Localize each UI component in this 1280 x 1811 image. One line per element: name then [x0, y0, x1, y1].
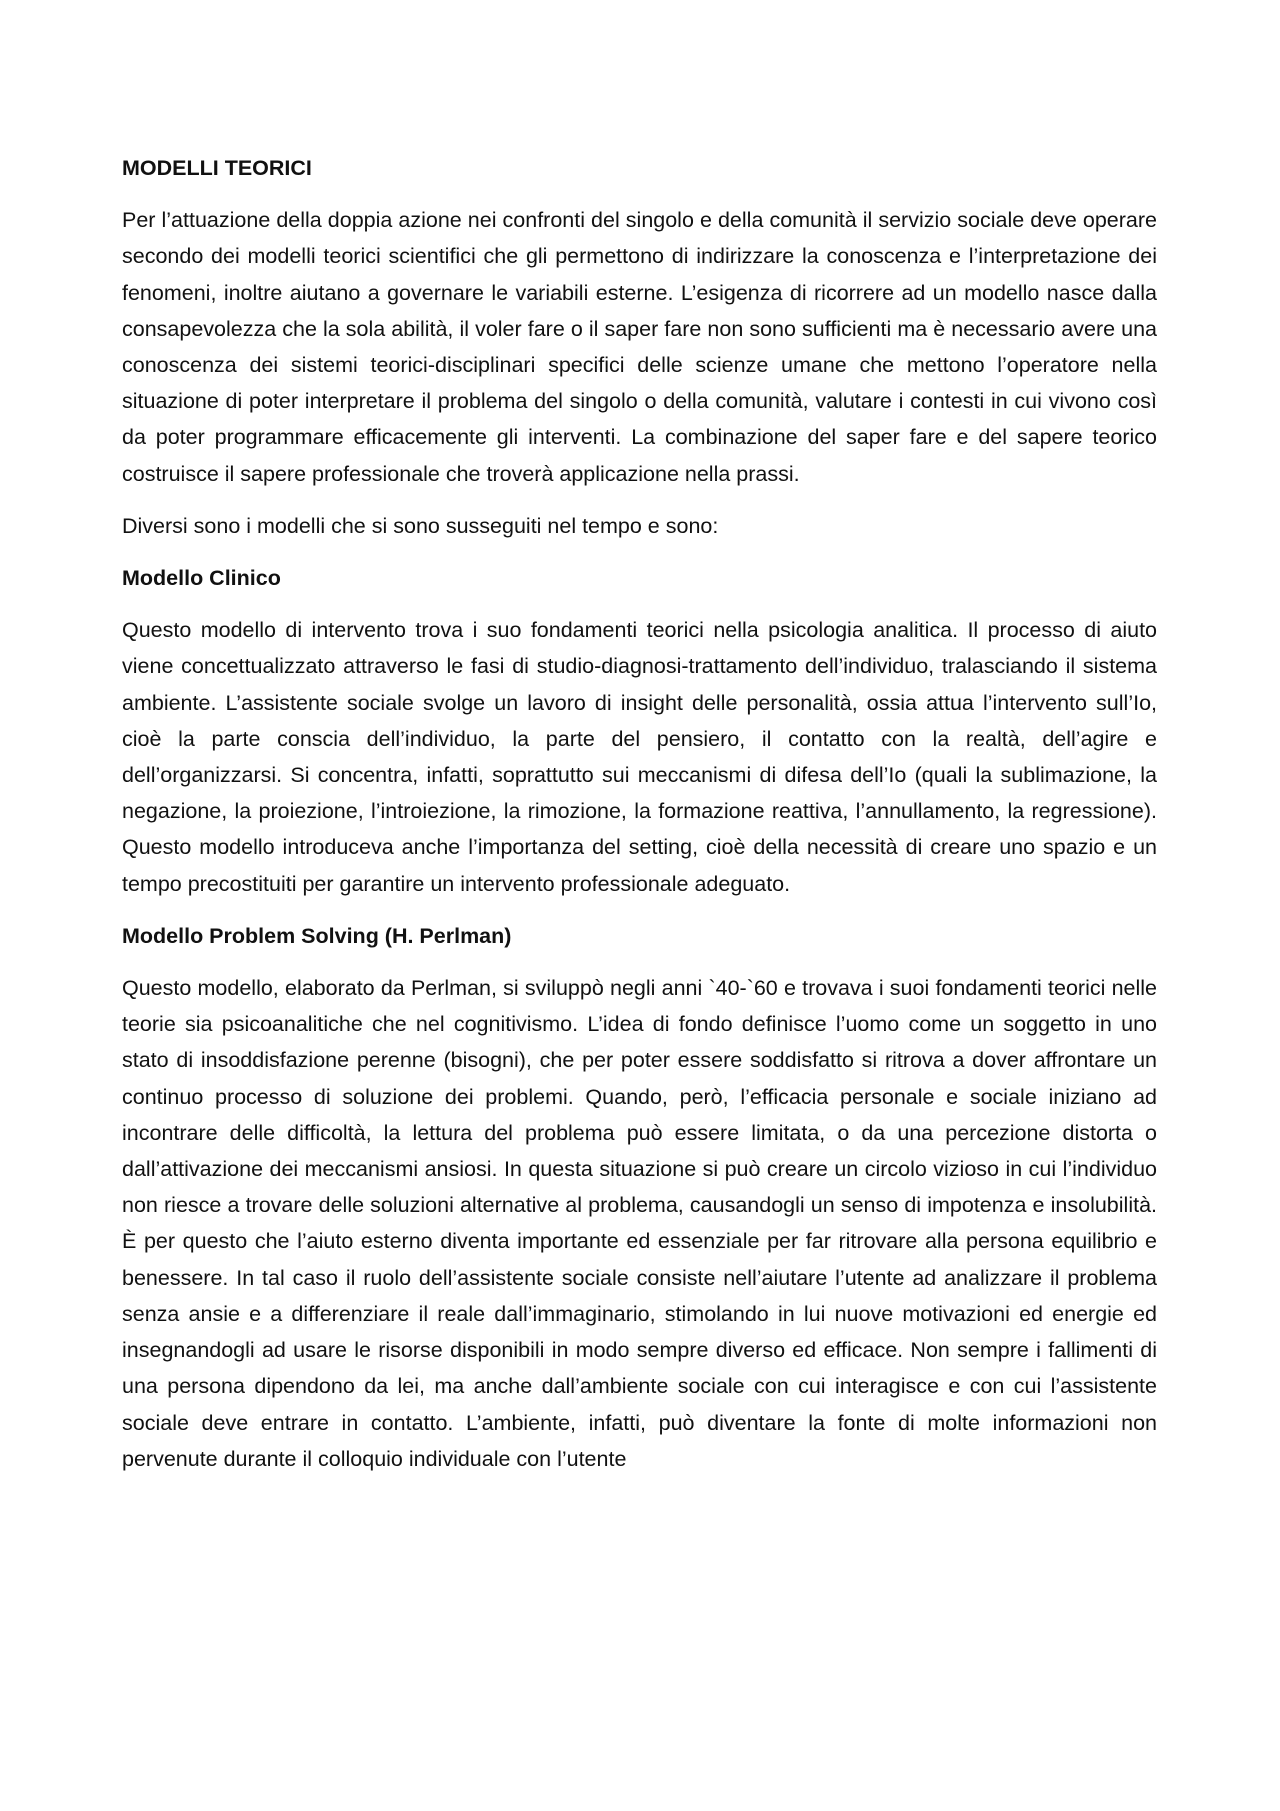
section-body-problem-solving: Questo modello, elaborato da Perlman, si sviluppò negli anni `40-`60 e trovava i suoi fondamenti teorici nelle teorie sia psicoanalitiche che nel cognitivismo. L’idea di fondo definisce l’uomo come un soggetto in uno stato di insoddisfazione perenne (bisogni), che per poter essere soddisfatto si ritrova a dover affrontare un continuo processo di soluzione dei problemi. Quando, però, l’efficacia personale e sociale iniziano ad incontrare delle difficoltà, la lettura del problema può essere limitata, o da una percezione distorta o dall’attivazione dei meccanismi ansiosi. In questa situazione si può creare un circolo vizioso in cui l’individuo non riesce a trovare delle soluzioni alternative al problema, causandogli un senso di impotenza e insolubilità. È per questo che l’aiuto esterno diventa importante ed essenziale per far ritrovare alla persona equilibrio e benessere. In tal caso il ruolo dell’assistente sociale consiste nell’aiutare l’utente ad analizzare il problema senza ansie e a differenziare il reale dall’immaginario, stimolando in lui nuove motivazioni ed energie ed insegnandogli ad usare le risorse disponibili in modo sempre diverso ed efficace. Non sempre i fallimenti di una persona dipendono da lei, ma anche dall’ambiente sociale con cui interagisce e con cui l’assistente sociale deve entrare in contatto. L’ambiente, infatti, può diventare la fonte di molte informazioni non pervenute durante il colloquio individuale con l’utente	[122, 976, 1157, 1471]
section-body-clinico: Questo modello di intervento trova i suo fondamenti teorici nella psicologia analitica. Il processo di aiuto viene concettualizzato attraverso le fasi di studio-diagnosi-trattamento dell’individuo, tralasciando il sistema ambiente. L’assistente sociale svolge un lavoro di insight delle personalità, ossia attua l’intervento sull’Io, cioè la parte conscia dell’individuo, la parte del pensiero, il contatto con la realtà, dell’agire e dell’organizzarsi. Si concentra, infatti, soprattutto sui meccanismi di difesa dell’Io (quali la sublimazione, la negazione, la proiezione, l’introiezione, la rimozione, la formazione reattiva, l’annullamento, la regressione). Questo modello introduceva anche l’importanza del setting, cioè della necessità di creare uno spazio e un tempo precostituiti per garantire un intervento professionale adeguato.	[122, 618, 1157, 896]
intro-paragraph: Per l’attuazione della doppia azione nei confronti del singolo e della comunità il servizio sociale deve operare secondo dei modelli teorici scientifici che gli permettono di indirizzare la conoscenza e l’interpretazione dei fenomeni, inoltre aiutano a governare le variabili esterne. L’esigenza di ricorrere ad un modello nasce dalla consapevolezza che la sola abilità, il voler fare o il saper fare non sono sufficienti ma è necessario avere una conoscenza dei sistemi teorici-disciplinari specifici delle scienze umane che mettono l’operatore nella situazione di poter interpretare il problema del singolo o della comunità, valutare i contesti in cui vivono così da poter programmare efficacemente gli interventi. La combinazione del saper fare e del sapere teorico costruisce il sapere professionale che troverà applicazione nella prassi.	[122, 208, 1157, 486]
lead-paragraph: Diversi sono i modelli che si sono susseguiti nel tempo e sono:	[122, 513, 719, 538]
section-heading-problem-solving: Modello Problem Solving (H. Perlman)	[122, 923, 512, 948]
section-heading-clinico: Modello Clinico	[122, 566, 281, 591]
document-body	[122, 150, 1157, 1493]
document-title: MODELLI TEORICI	[122, 156, 312, 180]
